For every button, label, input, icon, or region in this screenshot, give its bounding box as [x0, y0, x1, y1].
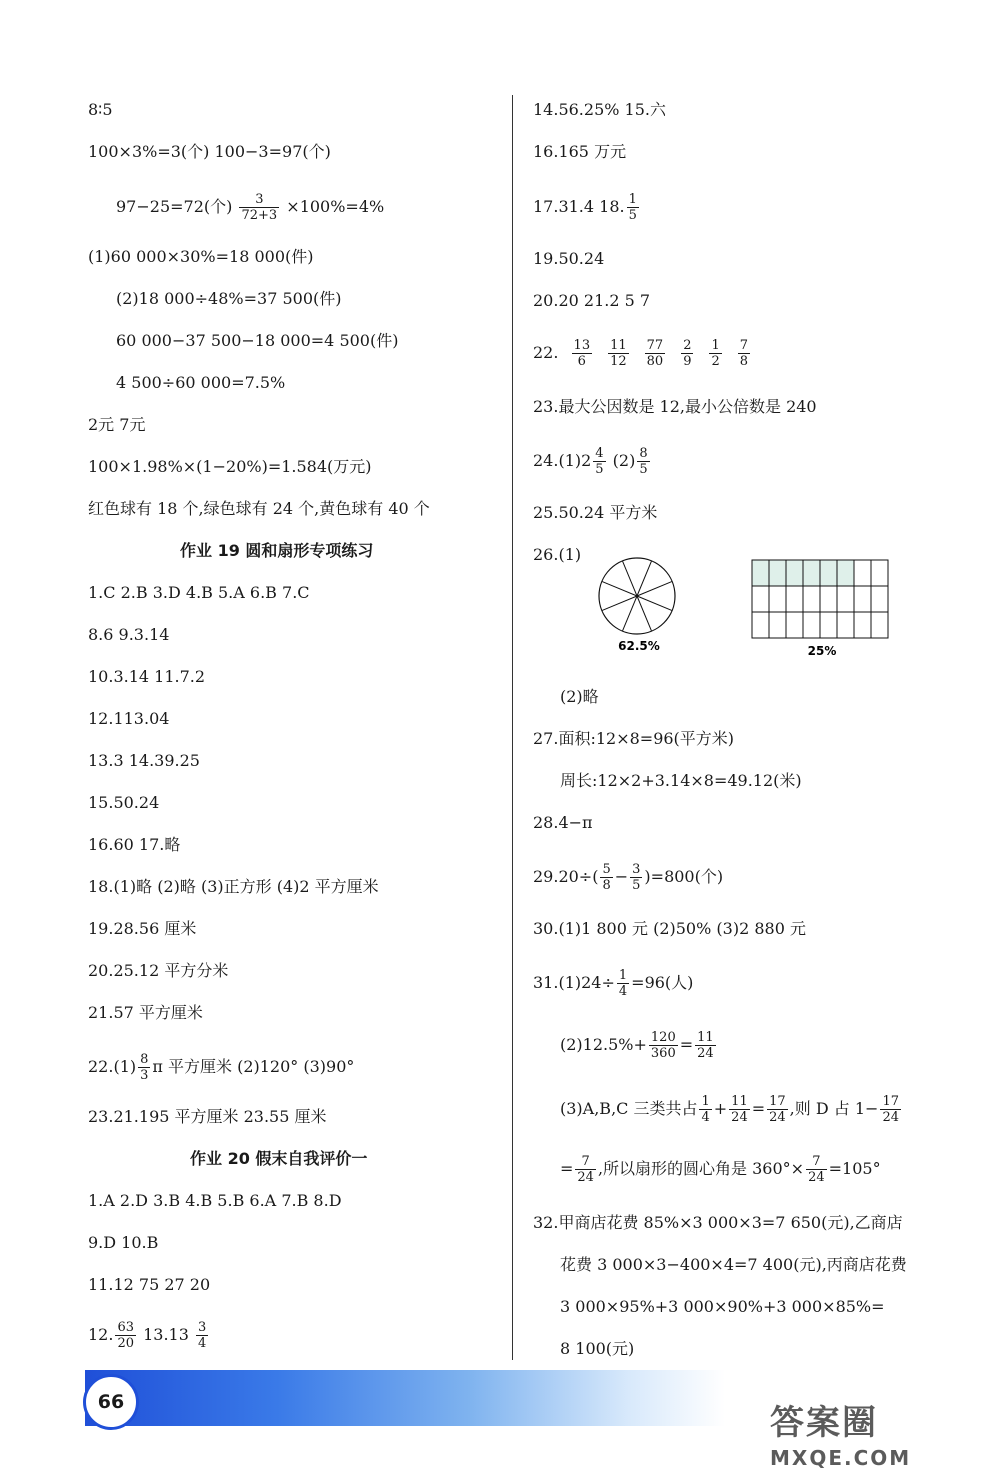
answers-r17-18: [533, 192, 641, 223]
answer-r31-line2: [560, 1030, 718, 1061]
text: ,则 D 占 1−: [789, 1099, 879, 1118]
grid-cell-shaded: [769, 560, 786, 586]
fraction: [575, 1154, 596, 1185]
grid-cell: [854, 612, 871, 638]
grid-cell: [803, 586, 820, 612]
text: =96(人): [631, 973, 694, 992]
grid-cell-shaded: [752, 560, 769, 586]
denominator: 24: [808, 1170, 825, 1185]
numerator: 17: [882, 1094, 899, 1109]
grid-cell: [837, 586, 854, 612]
column-divider: [512, 95, 513, 1360]
watermark-logo: [770, 1395, 911, 1470]
text: ×100%=4%: [286, 197, 385, 216]
denominator: 24: [769, 1110, 786, 1125]
text: =105°: [828, 1159, 881, 1178]
answer-r26: 26.(1): [533, 545, 582, 564]
answers-t1-8: 1.A 2.D 3.B 4.B 5.B 6.A 7.B 8.D: [88, 1191, 342, 1210]
text: 24.(1)2: [533, 451, 592, 470]
numerator: 11: [610, 338, 627, 353]
answer-21b: 21.57 平方厘米: [88, 1003, 203, 1022]
answer-r25: 25.50.24 平方米: [533, 503, 658, 522]
numerator: 4: [595, 446, 604, 461]
fraction: [630, 862, 642, 893]
denominator: 9: [683, 354, 692, 369]
fraction: [239, 192, 279, 223]
answers-1-7: 1.C 2.B 3.D 4.B 5.A 6.B 7.C: [88, 583, 310, 602]
answer-23-line4: 4 500÷60 000=7.5%: [116, 373, 286, 392]
answers-r20-21: 20.20 21.2 5 7: [533, 291, 651, 310]
numerator: 2: [683, 338, 692, 353]
denominator: 20: [117, 1336, 134, 1351]
fraction: [729, 1094, 750, 1125]
fraction: [593, 446, 605, 477]
answer-r26-2: (2)略: [560, 687, 599, 706]
answer-23-line3: 60 000−37 500−18 000=4 500(件): [116, 331, 399, 350]
numerator: 11: [697, 1030, 714, 1045]
numerator: 8: [140, 1052, 149, 1067]
text: 31.(1)24÷: [533, 973, 615, 992]
fraction: [600, 862, 612, 893]
text: 22.: [533, 343, 559, 362]
numerator: 3: [197, 1320, 207, 1335]
text: ,所以扇形的圆心角是 360°×: [597, 1159, 805, 1178]
answers-t9-10: 9.D 10.B: [88, 1233, 159, 1252]
text: +: [713, 1099, 728, 1118]
denominator: 24: [731, 1110, 748, 1125]
answer-r27-line2: 周长:12×2+3.14×8=49.12(米): [560, 771, 802, 790]
watermark-url: MXQE.COM: [770, 1446, 912, 1470]
denominator: 12: [610, 354, 627, 369]
fraction: [681, 338, 693, 369]
fraction: [695, 1030, 716, 1061]
grid-cell: [786, 586, 803, 612]
answer-r24: [533, 446, 652, 477]
text: −: [614, 867, 629, 886]
numerator: 5: [602, 862, 611, 877]
fraction: [196, 1320, 208, 1351]
fraction: [709, 338, 721, 369]
numerator: 1: [628, 192, 637, 207]
text: =: [751, 1099, 766, 1118]
numerator: 7: [739, 338, 749, 353]
grid-cell: [871, 560, 888, 586]
fraction: [627, 192, 639, 223]
answer-r31-line3: [560, 1094, 903, 1125]
watermark-text: 答案圈: [770, 1403, 878, 1443]
text: (2)12.5%+: [560, 1035, 647, 1054]
grid-cell: [837, 612, 854, 638]
numerator: 3: [632, 862, 641, 877]
grid-cell: [820, 612, 837, 638]
answers-8-9: 8.6 9.3.14: [88, 625, 170, 644]
answer-r22: [533, 338, 758, 369]
section-title-19: 作业 19 圆和扇形专项练习: [180, 541, 374, 560]
denominator: 80: [646, 354, 664, 369]
denominator: 4: [618, 984, 628, 999]
numerator: 17: [769, 1094, 786, 1109]
text: =: [560, 1159, 574, 1178]
grid-cell: [752, 586, 769, 612]
grid-cell: [854, 586, 871, 612]
denominator: 4: [197, 1336, 207, 1351]
answer-15: 15.50.24: [88, 793, 160, 812]
text: (2): [607, 451, 636, 470]
answer-19: 19.28.56 厘米: [88, 919, 197, 938]
text: 29.20÷(: [533, 867, 599, 886]
numerator: 7: [575, 1154, 596, 1170]
answer-r16: 16.165 万元: [533, 142, 627, 161]
text: 22.(1): [88, 1057, 137, 1076]
text: =: [679, 1035, 694, 1054]
answers-t12-13: [88, 1320, 210, 1351]
denominator: 6: [577, 354, 586, 369]
text: 13.13: [138, 1325, 194, 1344]
answer-25: 100×1.98%×(1−20%)=1.584(万元): [88, 457, 372, 476]
grid-cell: [871, 586, 888, 612]
numerator: 11: [731, 1094, 748, 1109]
answer-18: 18.(1)略 (2)略 (3)正方形 (4)2 平方厘米: [88, 877, 379, 896]
answer-23b: 23.21.195 平方厘米 23.55 厘米: [88, 1107, 327, 1126]
numerator: 3: [239, 192, 279, 208]
section-title-20: 作业 20 假末自我评价一: [190, 1149, 368, 1168]
denominator: 24: [882, 1110, 899, 1125]
answers-13-14: 13.3 14.39.25: [88, 751, 200, 770]
numerator: 13: [573, 338, 591, 353]
page-number: 66: [83, 1374, 139, 1430]
answer-12: 12.113.04: [88, 709, 170, 728]
answer-r32-line4: 8 100(元): [560, 1339, 635, 1358]
fraction: [617, 968, 629, 999]
grid-cell-shaded: [786, 560, 803, 586]
numerator: 1: [711, 338, 720, 353]
grid-cell-shaded: [803, 560, 820, 586]
grid-cell-shaded: [837, 560, 854, 586]
grid-cell: [769, 586, 786, 612]
answer-22-line1: 100×3%=3(个) 100−3=97(个): [88, 142, 331, 161]
grid-cell: [871, 612, 888, 638]
pie-chart: [595, 556, 685, 656]
grid-cell: [769, 612, 786, 638]
denominator: 72+3: [241, 208, 278, 223]
denominator: 5: [595, 462, 604, 477]
fraction: [806, 1154, 827, 1185]
denominator: 2: [711, 354, 720, 369]
text: 97−25=72(个): [116, 197, 238, 216]
answer-t11: 11.12 75 27 20: [88, 1275, 211, 1294]
numerator: 77: [646, 338, 664, 353]
answers-r14-15: 14.56.25% 15.六: [533, 100, 666, 119]
fraction: [115, 1320, 136, 1351]
fraction: [637, 446, 649, 477]
denominator: 5: [628, 208, 637, 223]
denominator: 8: [739, 354, 749, 369]
answer-r32-line1: 32.甲商店花费 85%×3 000×3=7 650(元),乙商店: [533, 1213, 903, 1232]
answer-23-line2: (2)18 000÷48%=37 500(件): [116, 289, 342, 308]
fraction: [767, 1094, 788, 1125]
text: )=800(个): [644, 867, 724, 886]
fraction: [699, 1094, 711, 1125]
grid-cell: [786, 612, 803, 638]
fraction: [572, 338, 593, 369]
grid-label: 25%: [807, 644, 837, 658]
numerator: 7: [806, 1154, 827, 1170]
denominator: 8: [602, 878, 611, 893]
answer-r29: [533, 862, 723, 893]
numerator: 63: [117, 1320, 134, 1335]
answer-20: 20.25.12 平方分米: [88, 961, 229, 980]
answer-r31-line4: [560, 1154, 881, 1185]
answer-r31-line1: [533, 968, 693, 999]
denominator: 3: [140, 1068, 149, 1083]
answer-22b: [88, 1052, 354, 1083]
answers-16-17: 16.60 17.略: [88, 835, 181, 854]
answer-r19: 19.50.24: [533, 249, 605, 268]
denominator: 5: [632, 878, 641, 893]
answer-r32-line2: 花费 3 000×3−400×4=7 400(元),丙商店花费: [560, 1255, 907, 1274]
text: 12.: [88, 1325, 114, 1344]
answer-26: 红色球有 18 个,绿色球有 24 个,黄色球有 40 个: [88, 499, 430, 518]
grid-chart: [748, 558, 894, 660]
denominator: 360: [650, 1046, 676, 1061]
text: π 平方厘米 (2)120° (3)90°: [152, 1057, 355, 1076]
answer-r32-line3: 3 000×95%+3 000×90%+3 000×85%=: [560, 1297, 885, 1316]
fraction: [138, 1052, 150, 1083]
denominator: 4: [701, 1110, 710, 1125]
answer-r23: 23.最大公因数是 12,最小公倍数是 240: [533, 397, 817, 416]
numerator: 120: [650, 1030, 676, 1045]
pie-label: 62.5%: [618, 639, 660, 653]
answer-22-line2: [116, 192, 384, 223]
fraction: [608, 338, 629, 369]
numerator: 1: [618, 968, 628, 983]
answers-10-11: 10.3.14 11.7.2: [88, 667, 206, 686]
grid-cell: [820, 586, 837, 612]
answer-r27-line1: 27.面积:12×8=96(平方米): [533, 729, 735, 748]
answer-24: 2元 7元: [88, 415, 146, 434]
numerator: 1: [701, 1094, 710, 1109]
grid-cell: [854, 560, 871, 586]
denominator: 5: [639, 462, 648, 477]
denominator: 24: [577, 1170, 594, 1185]
grid-cell: [752, 612, 769, 638]
text: 17.31.4 18.: [533, 197, 625, 216]
footer-band: [85, 1370, 725, 1426]
text: (3)A,B,C 三类共占: [560, 1099, 698, 1118]
answer-23-line1: (1)60 000×30%=18 000(件): [88, 247, 314, 266]
denominator: 24: [697, 1046, 714, 1061]
fraction: [880, 1094, 901, 1125]
answer-r28: 28.4−π: [533, 813, 593, 832]
grid-cell-shaded: [820, 560, 837, 586]
fraction: [649, 1030, 678, 1061]
grid-cell: [803, 612, 820, 638]
answer-21: 8∶5: [88, 100, 113, 119]
answer-r30: 30.(1)1 800 元 (2)50% (3)2 880 元: [533, 919, 806, 938]
numerator: 8: [639, 446, 648, 461]
fraction: [645, 338, 666, 369]
fraction: [738, 338, 750, 369]
